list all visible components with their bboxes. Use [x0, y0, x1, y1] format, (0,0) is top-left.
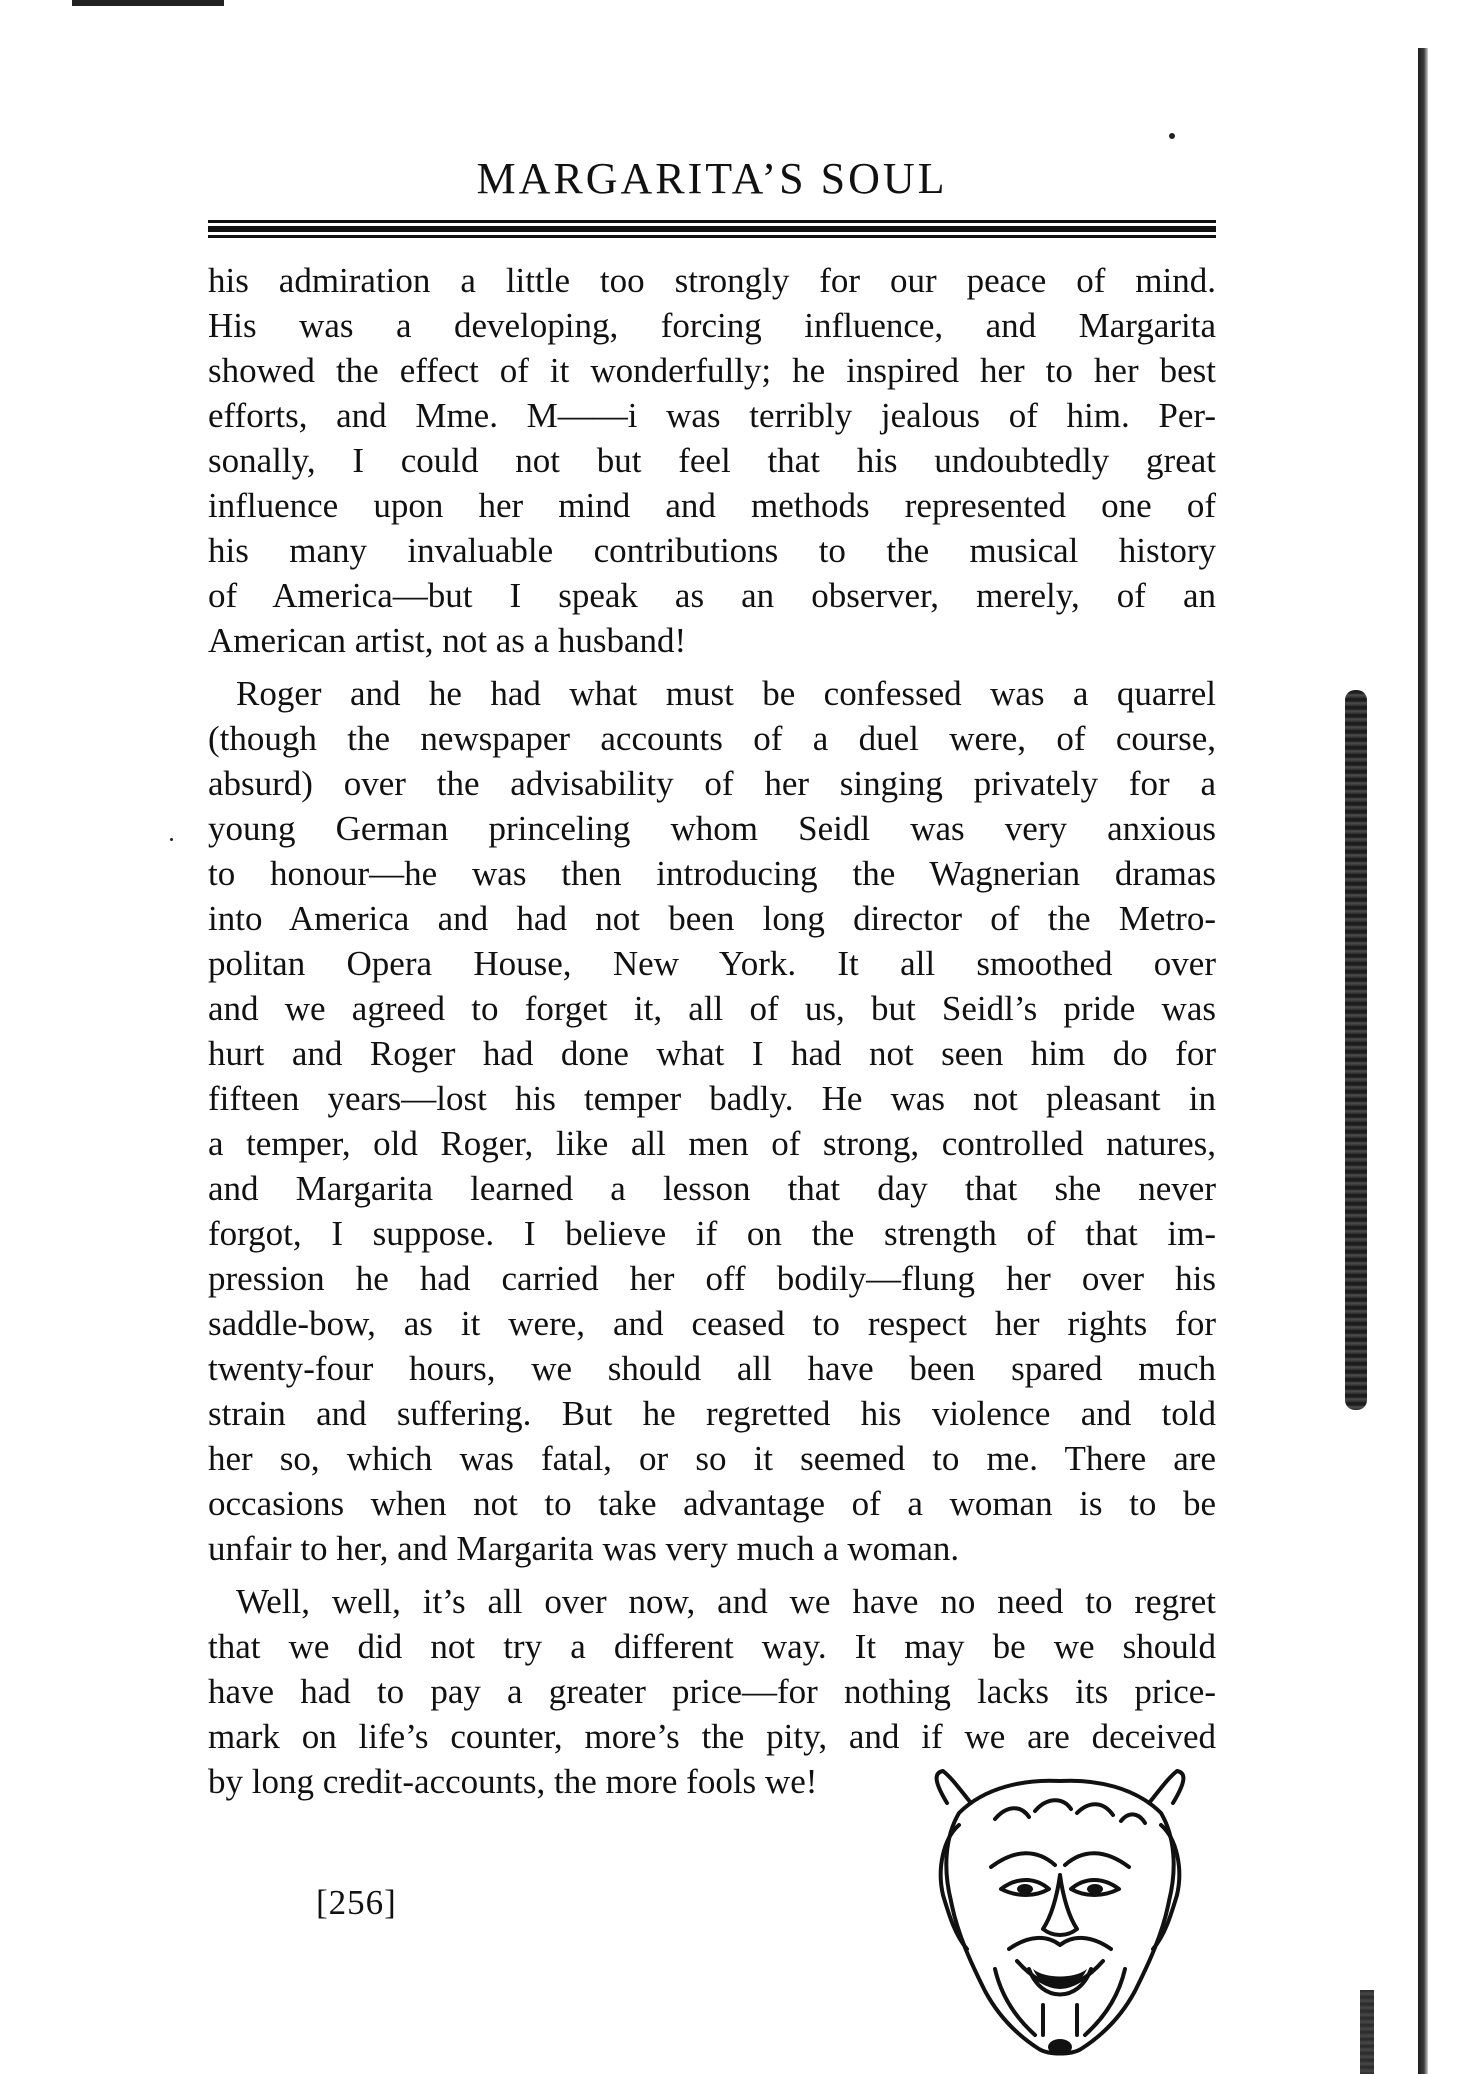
text-line: her so, which was fatal, or so it seemed to me. There are [208, 1439, 1216, 1478]
text-line: efforts, and Mme. M——i was terribly jealous of him. Per- [208, 396, 1216, 435]
stray-ink-dot [170, 838, 173, 841]
header-rule-thick [208, 226, 1216, 232]
paragraph-gap [208, 663, 1216, 671]
text-line: unfair to her, and Margarita was very much a woman. [208, 1529, 960, 1568]
text-line: Well, well, it’s all over now, and we have no need to regret [236, 1582, 1216, 1621]
page-number: [256] [316, 1883, 397, 1922]
text-line: hurt and Roger had done what I had not seen him do for [208, 1034, 1216, 1073]
body-text [208, 258, 1216, 1804]
text-line: mark on life’s counter, more’s the pity, and if we are deceived [208, 1717, 1216, 1756]
text-line: his many invaluable contributions to the musical history [208, 531, 1216, 570]
text-line: of America—but I speak as an observer, merely, of an [208, 576, 1216, 615]
text-line: his admiration a little too strongly for our peace of mind. [208, 261, 1216, 300]
text-line: His was a developing, forcing influence, and Margarita [208, 306, 1216, 345]
running-title: MARGARITA’S SOUL [476, 154, 948, 203]
text-line: by long credit-accounts, the more fools we! [208, 1762, 818, 1801]
satyr-mask-icon [925, 1765, 1195, 2065]
text-line: fifteen years—lost his temper badly. He was not pleasant in [208, 1079, 1216, 1118]
text-line: young German princeling whom Seidl was very anxious [208, 809, 1216, 848]
text-line: to honour—he was then introducing the Wagnerian dramas [208, 854, 1216, 893]
text-line: a temper, old Roger, like all men of strong, controlled natures, [208, 1124, 1216, 1163]
text-line: Roger and he had what must be confessed was a quarrel [236, 674, 1216, 713]
text-line: strain and suffering. But he regretted his violence and told [208, 1394, 1216, 1433]
page-edge-smudge [1345, 690, 1367, 1410]
text-line: showed the effect of it wonderfully; he inspired her to her best [208, 351, 1216, 390]
text-line: forgot, I suppose. I believe if on the strength of that im- [208, 1214, 1216, 1253]
page-edge-shadow [1418, 48, 1428, 2074]
text-line: absurd) over the advisability of her singing privately for a [208, 764, 1216, 803]
scan-edge-mark [72, 0, 224, 6]
text-line: occasions when not to take advantage of a woman is to be [208, 1484, 1216, 1523]
header-rule-thin-bottom [208, 235, 1216, 238]
stray-ink-dot [1169, 133, 1175, 139]
text-line: American artist, not as a husband! [208, 621, 687, 660]
header-rule-thin [208, 220, 1216, 223]
text-line: twenty-four hours, we should all have been spared much [208, 1349, 1216, 1388]
text-line: politan Opera House, New York. It all smoothed over [208, 944, 1216, 983]
text-line: and Margarita learned a lesson that day that she never [208, 1169, 1216, 1208]
text-line: sonally, I could not but feel that his undoubtedly great [208, 441, 1216, 480]
text-line: that we did not try a different way. It may be we should [208, 1627, 1216, 1666]
text-line: (though the newspaper accounts of a duel were, of course, [208, 719, 1216, 758]
paragraph-gap [208, 1571, 1216, 1579]
page-edge-smudge-bottom [1360, 1990, 1374, 2074]
text-line: have had to pay a greater price—for nothing lacks its price- [208, 1672, 1216, 1711]
text-line: and we agreed to forget it, all of us, but Seidl’s pride was [208, 989, 1216, 1028]
text-line: influence upon her mind and methods represented one of [208, 486, 1216, 525]
text-line: saddle-bow, as it were, and ceased to respect her rights for [208, 1304, 1216, 1343]
page-header [208, 145, 1216, 245]
text-line: into America and had not been long director of the Metro- [208, 899, 1216, 938]
text-line: pression he had carried her off bodily—flung her over his [208, 1259, 1216, 1298]
